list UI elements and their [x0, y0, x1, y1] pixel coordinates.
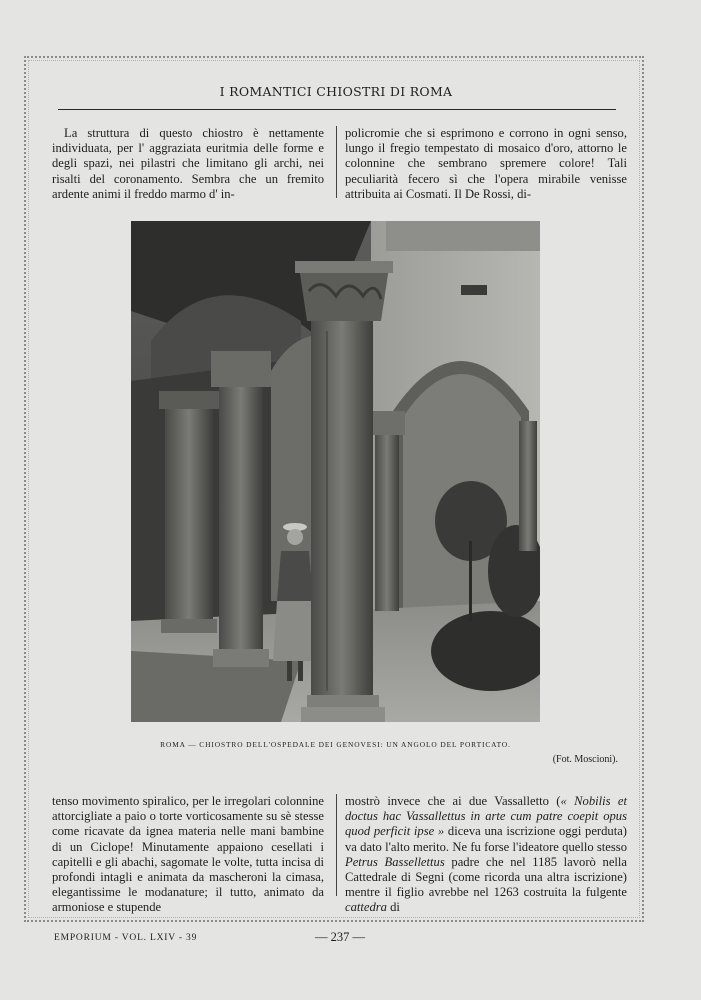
- running-title: I ROMANTICI CHIOSTRI DI ROMA: [219, 84, 453, 99]
- page-number: — 237 —: [315, 930, 365, 944]
- text-column-bottom-right: [336, 794, 628, 915]
- artist-name: Petrus Bassellettus: [345, 854, 445, 869]
- text-run: mostrò invece che ai due Vassalletto (: [345, 794, 561, 808]
- text-column-bottom-left: [52, 794, 324, 916]
- text-run: diceva una iscrizione oggi perduta) va dato l'alto merito. Ne fu forse l'ideatore quello stesso: [345, 824, 628, 854]
- paragraph: policromie che si esprimono e corrono in ogni senso, lungo il fregio tempestato di mosaico d'oro, attorno le colonnine che sembrano spremere colore! Tali peculiarità fecero sì che l'opera mirabile venisse attribuita ai Cosmati. Il De Rossi, di-: [345, 126, 627, 201]
- paragraph: La struttura di questo chiostro è nettamente individuata, per l' aggraziata euritmia delle forme e degli spazi, nei pilastri che limitano gli archi, nei risalti del coronamento. Sembra che un fremito ardente animi il freddo marmo d' in-: [52, 126, 324, 201]
- header-rule: [58, 109, 616, 110]
- italic-word: cattedra: [345, 900, 387, 915]
- figure-caption: ROMA — CHIOSTRO DELL'OSPEDALE DEI GENOVESI: UN ANGOLO DEL PORTICATO.: [160, 740, 511, 749]
- text-run: di: [386, 900, 400, 915]
- text-column-top-left: [52, 126, 324, 202]
- latin-inscription-quote: « Nobilis et doctus hac Vassallettus in arte cum patre coepit opus quod perficit ipse »: [345, 794, 628, 839]
- paragraph: tenso movimento spiralico, per le irregolari colonnine attorcigliate a paio o torte vorticosamente su sè stesse come ricavate da ignea materia nelle mani bambine di un Ciclope! Minutamente appaiono cesellati i capitelli e gli abachi, sagomate le volte, tutta incisa di profondi intagli e animata da mascheroni la cimasa, elegantissime le modanature; il tutto, animato da armoniose e stupende: [52, 794, 324, 915]
- text-column-top-right: [336, 126, 627, 201]
- journal-footer: EMPORIUM - VOL. LXIV - 39: [54, 933, 198, 943]
- paragraph: [345, 794, 627, 916]
- photo-credit: (Fot. Moscioni).: [552, 754, 618, 765]
- text-run: padre che nel 1185 lavorò nella Cattedrale di Segni (come ricorda una altra iscrizione) mentre il figlio avrebbe nel 1263 costruita la fulgente: [345, 854, 627, 900]
- cloister-photograph: [131, 221, 540, 722]
